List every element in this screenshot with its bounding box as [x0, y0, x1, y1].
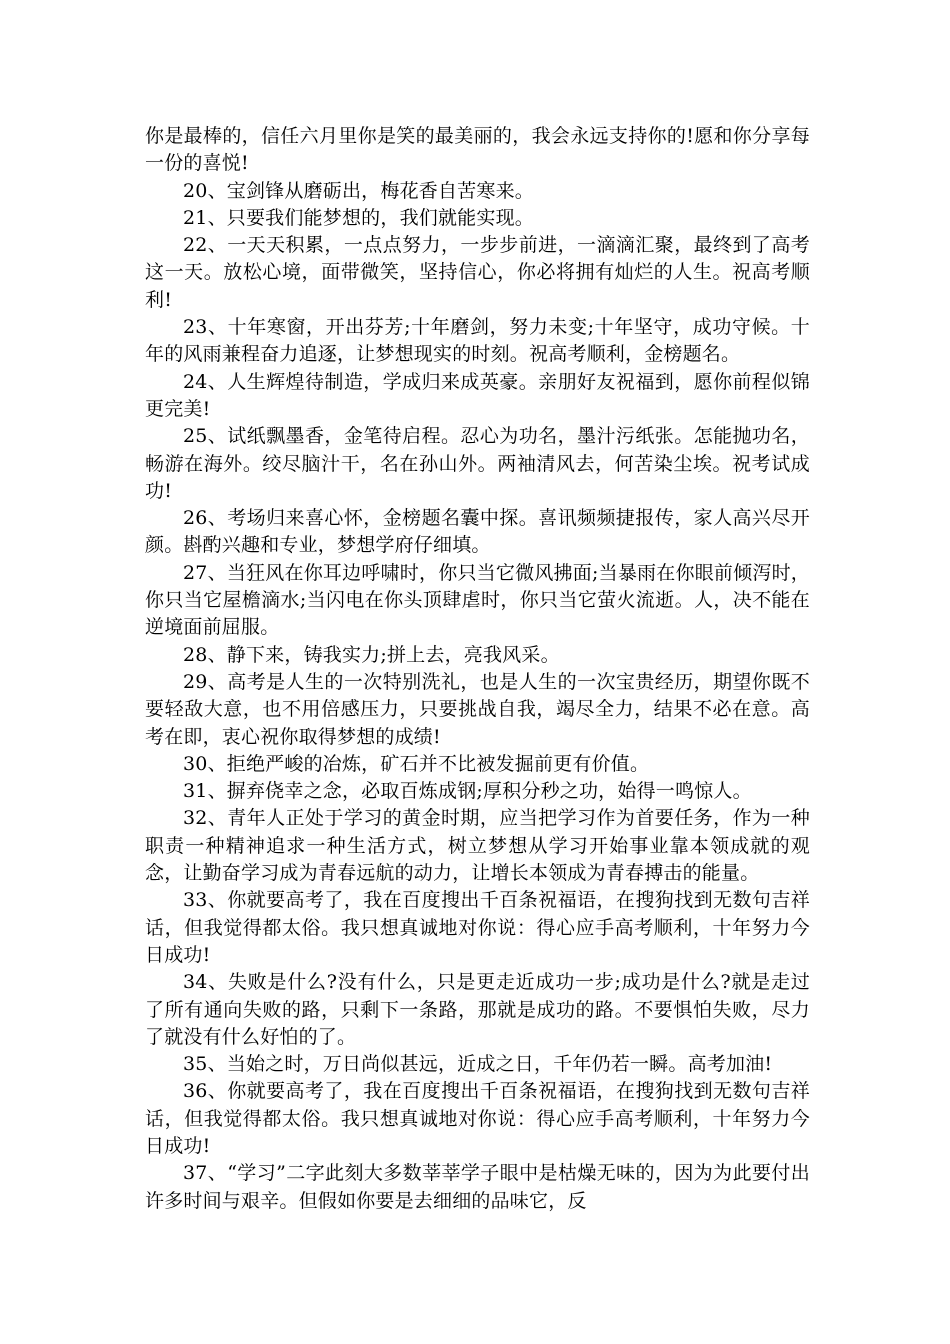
paragraph-26: 26、考场归来喜心怀，金榜题名囊中探。喜讯频频捷报传，家人高兴尽开颜。斟酌兴趣和专业，梦想学府仔细填。 [145, 507, 810, 557]
paragraph-21: 21、只要我们能梦想的，我们就能实现。 [183, 206, 534, 229]
paragraph-34: 34、失败是什么?没有什么，只是更走近成功一步;成功是什么?就是走过了所有通向失败的路，只剩下一条路，那就是成功的路。不要惧怕失败，尽力了就没有什么好怕的了。 [145, 971, 810, 1048]
paragraph-37: 37、“学习”二字此刻大多数莘莘学子眼中是枯燥无味的，因为为此要付出许多时间与艰辛。但假如你要是去细细的品味它，反 [145, 1162, 810, 1212]
paragraph-continuation: 你是最棒的，信任六月里你是笑的最美丽的，我会永远支持你的!愿和你分享每一份的喜悦! [145, 125, 810, 175]
paragraph-25: 25、试纸飘墨香，金笔待启程。忍心为功名，墨汁污纸张。怎能抛功名，畅游在海外。绞尽脑汁干，名在孙山外。两袖清风去，何苦染尘埃。祝考试成功! [145, 425, 810, 502]
paragraph-36: 36、你就要高考了，我在百度搜出千百条祝福语，在搜狗找到无数句吉祥话，但我觉得都太俗。我只想真诚地对你说：得心应手高考顺利，十年努力今日成功! [145, 1080, 810, 1157]
paragraph-30: 30、拒绝严峻的冶炼，矿石并不比被发掘前更有价值。 [183, 752, 650, 775]
paragraph-24: 24、人生辉煌待制造，学成归来成英豪。亲朋好友祝福到，愿你前程似锦更完美! [145, 370, 810, 420]
paragraph-23: 23、十年寒窗，开出芬芳;十年磨剑，努力未变;十年坚守，成功守候。十年的风雨兼程奋力追逐，让梦想现实的时刻。祝高考顺利，金榜题名。 [145, 316, 810, 366]
paragraph-28: 28、静下来，铸我实力;拼上去，亮我风采。 [183, 643, 560, 666]
paragraph-35: 35、当始之时，万日尚似甚远，近成之日，千年仍若一瞬。高考加油! [183, 1053, 773, 1076]
paragraph-22: 22、一天天积累，一点点努力，一步步前进，一滴滴汇聚，最终到了高考这一天。放松心境，面带微笑，坚持信心，你必将拥有灿烂的人生。祝高考顺利! [145, 234, 810, 311]
paragraph-20: 20、宝剑锋从磨砺出，梅花香自苦寒来。 [183, 179, 534, 202]
document-body [145, 123, 810, 1215]
paragraph-33: 33、你就要高考了，我在百度搜出千百条祝福语，在搜狗找到无数句吉祥话，但我觉得都太俗。我只想真诚地对你说：得心应手高考顺利，十年努力今日成功! [145, 889, 810, 966]
paragraph-27: 27、当狂风在你耳边呼啸时，你只当它微风拂面;当暴雨在你眼前倾泻时，你只当它屋檐滴水;当闪电在你头顶肆虐时，你只当它萤火流逝。人，决不能在逆境面前屈服。 [145, 561, 810, 639]
paragraph-31: 31、摒弃侥幸之念，必取百炼成钢;厚积分秒之功，始得一鸣惊人。 [183, 780, 752, 803]
paragraph-29: 29、高考是人生的一次特别洗礼，也是人生的一次宝贵经历，期望你既不要轻敌大意，也不用倍感压力，只要挑战自我，竭尽全力，结果不必在意。高考在即，衷心祝你取得梦想的成绩! [145, 670, 810, 748]
paragraph-32: 32、青年人正处于学习的黄金时期，应当把学习作为首要任务，作为一种职责一种精神追求一种生活方式，树立梦想从学习开始事业靠本领成就的观念，让勤奋学习成为青春远航的动力，让增长本领成为青春搏击的能量。 [145, 807, 810, 885]
